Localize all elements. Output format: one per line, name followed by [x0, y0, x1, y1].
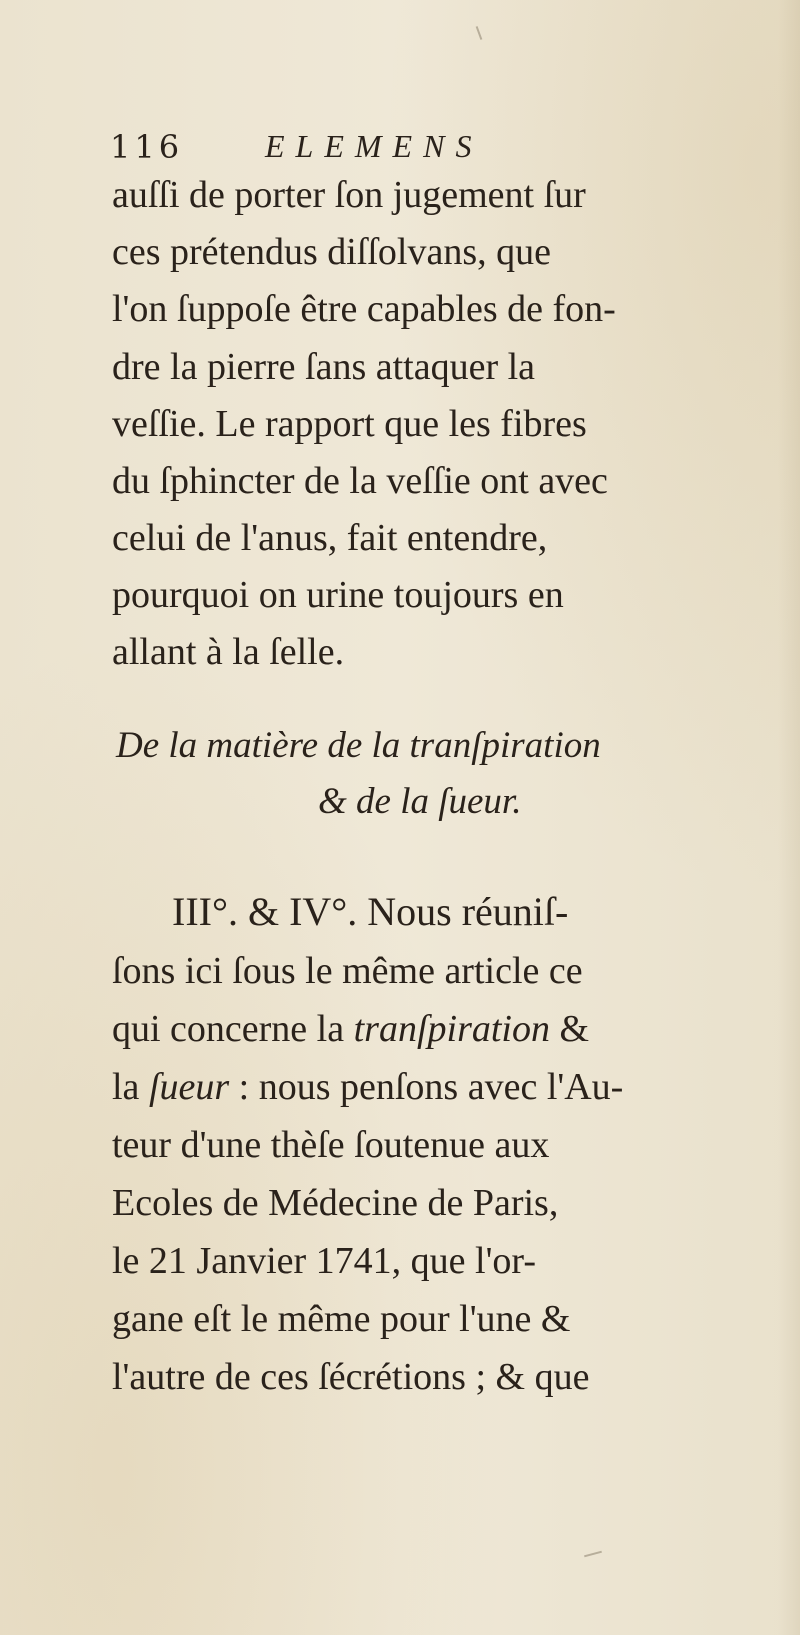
section-heading-line-2: & de la ſueur.	[318, 781, 522, 822]
text-line	[112, 1068, 737, 1106]
text-line: l'on ſuppoſe être capables de fon-	[112, 288, 616, 330]
text-line: allant à la ſelle.	[112, 631, 345, 673]
text-line: pourquoi on urine toujours en	[112, 574, 564, 616]
text-line: auſſi de porter ſon jugement ſur	[112, 174, 586, 216]
italic-term: ſueur	[148, 1066, 230, 1108]
section-heading-line-1: De la matière de la tranſpiration	[116, 725, 601, 766]
paper-mark	[476, 26, 483, 40]
text-line: ſons ici ſous le même article ce	[112, 950, 583, 992]
text-line: celui de l'anus, fait entendre,	[112, 517, 548, 559]
page-edge-shadow	[778, 0, 800, 1635]
running-title: ELEMENS	[265, 128, 483, 164]
text-line: gane eſt le même pour l'une &	[112, 1298, 571, 1340]
text-line: du ſphincter de la veſſie ont avec	[112, 460, 608, 502]
text-line: veſſie. Le rapport que les fibres	[112, 403, 587, 445]
text-segment: &	[549, 1008, 590, 1050]
text-line: Ecoles de Médecine de Paris,	[112, 1182, 559, 1224]
text-line	[112, 1010, 737, 1048]
text-line: ces prétendus diſſolvans, que	[112, 231, 552, 273]
text-line: teur d'une thèſe ſoutenue aux	[112, 1124, 550, 1166]
text-segment: : nous penſons avec l'Au-	[229, 1066, 624, 1108]
italic-term: tranſpiration	[353, 1008, 550, 1050]
paper-mark	[584, 1551, 602, 1558]
text-segment: qui concerne la	[112, 1008, 354, 1050]
text-line: l'autre de ces ſécrétions ; & que	[112, 1356, 590, 1398]
running-head	[110, 128, 730, 168]
page-number: 116	[110, 128, 184, 166]
text-line: III°. & IV°. Nous réuniſ-	[172, 889, 569, 934]
text-segment: la	[112, 1066, 149, 1108]
text-line: dre la pierre ſans attaquer la	[112, 346, 536, 388]
text-line: le 21 Janvier 1741, que l'or-	[112, 1240, 536, 1282]
